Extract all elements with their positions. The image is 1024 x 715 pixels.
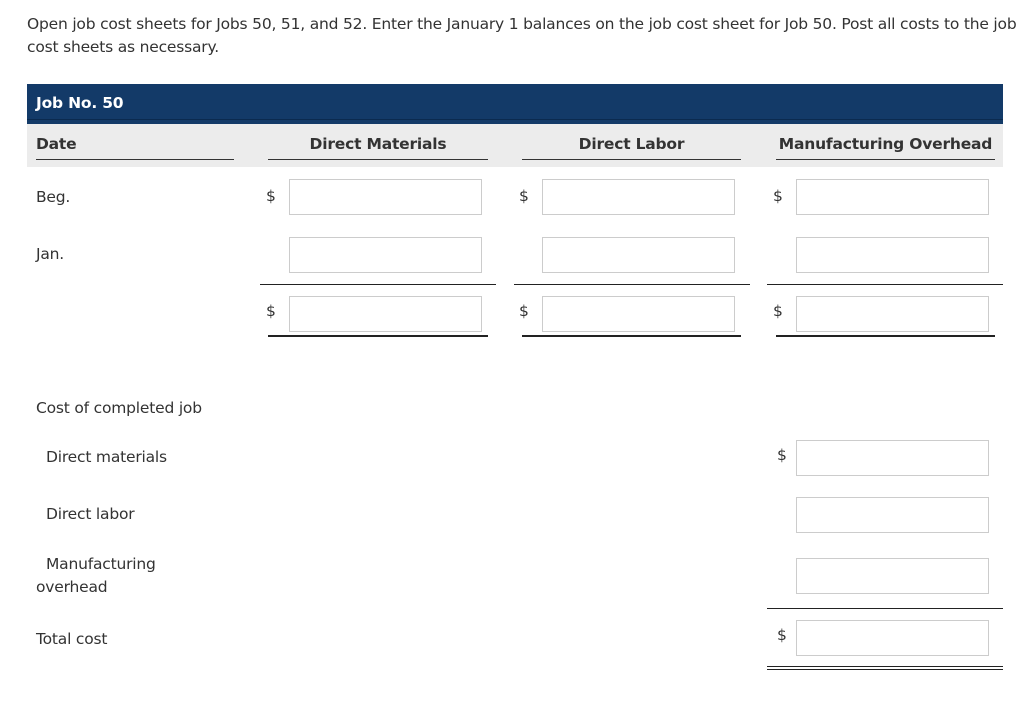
column-header-direct-labor-underline [522,159,741,160]
column-header-manufacturing-overhead-underline [776,159,995,160]
subtotal-rule-direct-materials [260,284,496,285]
jan-direct-labor-input[interactable] [542,237,735,273]
dollar-sign: $ [777,446,787,464]
total-direct-materials-input[interactable] [289,296,482,332]
column-header-date-underline [36,159,234,160]
total-manufacturing-overhead-input[interactable] [796,296,989,332]
total-cost-rule [767,608,1003,609]
beg-manufacturing-overhead-input[interactable] [796,179,989,215]
completed-direct-materials-label: Direct materials [46,448,167,466]
dollar-sign: $ [773,302,783,320]
total-cost-double-rule-top [767,666,1003,667]
dollar-sign: $ [266,302,276,320]
completed-direct-materials-input[interactable] [796,440,989,476]
completed-direct-labor-input[interactable] [796,497,989,533]
header-divider [27,119,1003,120]
completed-overhead-label-line1: Manufacturing [46,555,156,573]
instructions-text: Open job cost sheets for Jobs 50, 51, and 52. Enter the January 1 balances on the job cost sheet for Job 50. Post all costs to the job cost sheets as necessary. [27,15,1017,56]
column-header-date: Date [36,135,77,153]
total-rule-direct-materials [268,335,488,337]
job-sheet-title: Job No. 50 [27,84,1003,124]
dollar-sign: $ [773,187,783,205]
total-cost-label: Total cost [36,630,108,648]
completed-manufacturing-overhead-input[interactable] [796,558,989,594]
column-header-manufacturing-overhead: Manufacturing Overhead [778,135,993,153]
subtotal-rule-manufacturing-overhead [767,284,1003,285]
subtotal-rule-direct-labor [514,284,750,285]
total-rule-direct-labor [522,335,741,337]
row-label-jan: Jan. [36,245,65,263]
row-label-beg: Beg. [36,188,71,206]
dollar-sign: $ [777,626,787,644]
total-direct-labor-input[interactable] [542,296,735,332]
jan-manufacturing-overhead-input[interactable] [796,237,989,273]
total-rule-manufacturing-overhead [776,335,995,337]
dollar-sign: $ [519,302,529,320]
completed-overhead-label-line2: overhead [36,578,108,596]
total-cost-double-rule-bottom [767,669,1003,670]
total-cost-input[interactable] [796,620,989,656]
jan-direct-materials-input[interactable] [289,237,482,273]
dollar-sign: $ [266,187,276,205]
beg-direct-labor-input[interactable] [542,179,735,215]
column-header-direct-materials: Direct Materials [309,135,447,153]
dollar-sign: $ [519,187,529,205]
beg-direct-materials-input[interactable] [289,179,482,215]
column-header-direct-labor: Direct Labor [578,135,685,153]
cost-of-completed-job-heading: Cost of completed job [36,399,202,417]
column-header-direct-materials-underline [268,159,488,160]
completed-direct-labor-label: Direct labor [46,505,135,523]
